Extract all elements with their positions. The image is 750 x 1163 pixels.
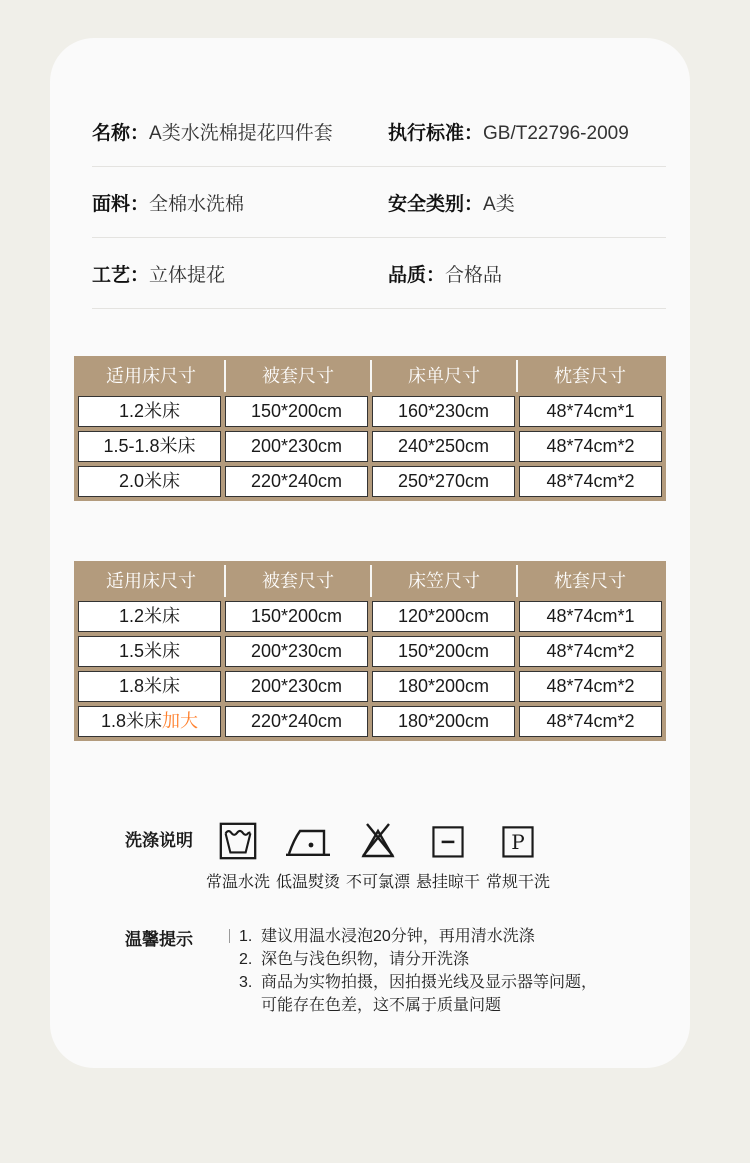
wash-item-dry-clean [483,817,553,892]
product-info-section [92,38,666,309]
table-cell: 1.2米床 [78,396,221,427]
washing-instructions-title: 洗涤说明 [125,831,193,850]
table-cell: 200*230cm [225,636,368,667]
warm-tips-title: 温馨提示 [125,930,193,949]
table-cell: 250*270cm [372,466,515,497]
table-cell: 240*250cm [372,431,515,462]
info-fabric-label: 面料： [92,193,150,215]
info-safety-label: 安全类别： [388,193,484,215]
table-cell: 1.5米床 [78,636,221,667]
table-cell: 48*74cm*2 [519,636,662,667]
hang-dry-icon [428,817,468,863]
size-table-sheet-set [74,356,666,501]
table-cell: 220*240cm [225,466,368,497]
table-cell: 48*74cm*2 [519,706,662,737]
size-table-1-header [78,360,662,392]
column-header: 适用床尺寸 [106,571,196,591]
table-cell: 160*230cm [372,396,515,427]
table-cell: 48*74cm*1 [519,396,662,427]
tip-number: 2. [239,951,253,968]
table-cell: 180*200cm [372,706,515,737]
tip-text: 建议用温水浸泡20分钟，再用清水洗涤 [261,928,535,945]
vertical-divider [229,929,230,943]
table-cell: 48*74cm*2 [519,466,662,497]
table-cell: 2.0米床 [78,466,221,497]
info-row-craft-quality [92,238,666,309]
wash-item-low-iron [273,817,343,892]
table-cell: 150*200cm [225,396,368,427]
tip-number: 1. [239,928,253,945]
tips-list [239,925,603,1017]
bed-size-text: 1.8米床 [100,711,163,731]
info-safety-value: A类 [483,193,515,215]
wash-item-label: 悬挂晾干 [415,874,480,891]
iron-icon [284,817,332,863]
info-quality [388,260,666,287]
size-table-1-body [78,396,662,497]
tip-text: 商品为实物拍摄，因拍摄光线及显示器等问题，可能存在色差，这不属于质量问题 [261,974,598,1014]
tip-item [239,948,603,971]
info-row-fabric-safety [92,167,666,238]
column-header: 枕套尺寸 [516,360,662,392]
size-table-fitted-set [74,561,666,741]
product-spec-card [50,38,690,1068]
info-fabric-value: 全棉水洗棉 [149,193,245,215]
table-cell: 200*230cm [225,671,368,702]
column-header: 床单尺寸 [370,360,516,392]
tip-text: 深色与浅色织物，请分开洗涤 [261,951,470,968]
table-cell: 48*74cm*2 [519,431,662,462]
table-cell: 150*200cm [372,636,515,667]
info-standard [388,118,666,145]
column-header: 被套尺寸 [224,565,370,597]
table-cell: 150*200cm [225,601,368,632]
dry-clean-letter: P [511,830,525,855]
table-cell: 48*74cm*2 [519,671,662,702]
info-quality-label: 品质： [388,264,446,286]
washing-instructions-section [125,817,690,892]
table-cell: 180*200cm [372,671,515,702]
table-cell-bed-oversize [78,706,221,737]
wash-basin-icon [217,817,259,863]
column-header: 床笠尺寸 [370,565,516,597]
wash-item-label: 低温熨烫 [275,874,340,891]
size-table-2-header [78,565,662,597]
table-cell: 200*230cm [225,431,368,462]
table-cell: 48*74cm*1 [519,601,662,632]
tip-number: 3. [239,974,253,991]
column-header: 被套尺寸 [224,360,370,392]
no-bleach-icon [356,817,400,863]
info-quality-value: 合格品 [445,264,503,286]
info-standard-value: GB/T22796-2009 [483,122,629,144]
info-name-label: 名称： [92,122,150,144]
info-standard-label: 执行标准： [388,122,484,144]
info-craft-value: 立体提花 [149,264,226,286]
washing-icons-row [203,817,553,892]
info-name [92,118,388,145]
wash-item-label: 常温水洗 [205,874,270,891]
info-row-name-standard [92,96,666,167]
warm-tips-section [125,925,666,1017]
column-header: 适用床尺寸 [106,366,196,386]
wash-item-no-bleach [343,817,413,892]
table-cell: 220*240cm [225,706,368,737]
table-cell: 120*200cm [372,601,515,632]
info-craft [92,260,388,287]
info-craft-label: 工艺： [92,264,150,286]
dry-clean-icon [498,817,538,863]
column-header: 枕套尺寸 [516,565,662,597]
table-cell: 1.5-1.8米床 [78,431,221,462]
info-safety [388,189,666,216]
wash-item-label: 不可氯漂 [345,874,410,891]
oversize-highlight: 加大 [162,711,199,731]
tip-item [239,971,603,1017]
size-table-2-body [78,601,662,737]
info-fabric [92,189,388,216]
table-cell: 1.2米床 [78,601,221,632]
info-name-value: A类水洗棉提花四件套 [149,122,333,144]
table-cell: 1.8米床 [78,671,221,702]
wash-item-hang-dry [413,817,483,892]
tip-item [239,925,603,948]
wash-item-label: 常规干洗 [485,874,550,891]
wash-item-normal-wash [203,817,273,892]
